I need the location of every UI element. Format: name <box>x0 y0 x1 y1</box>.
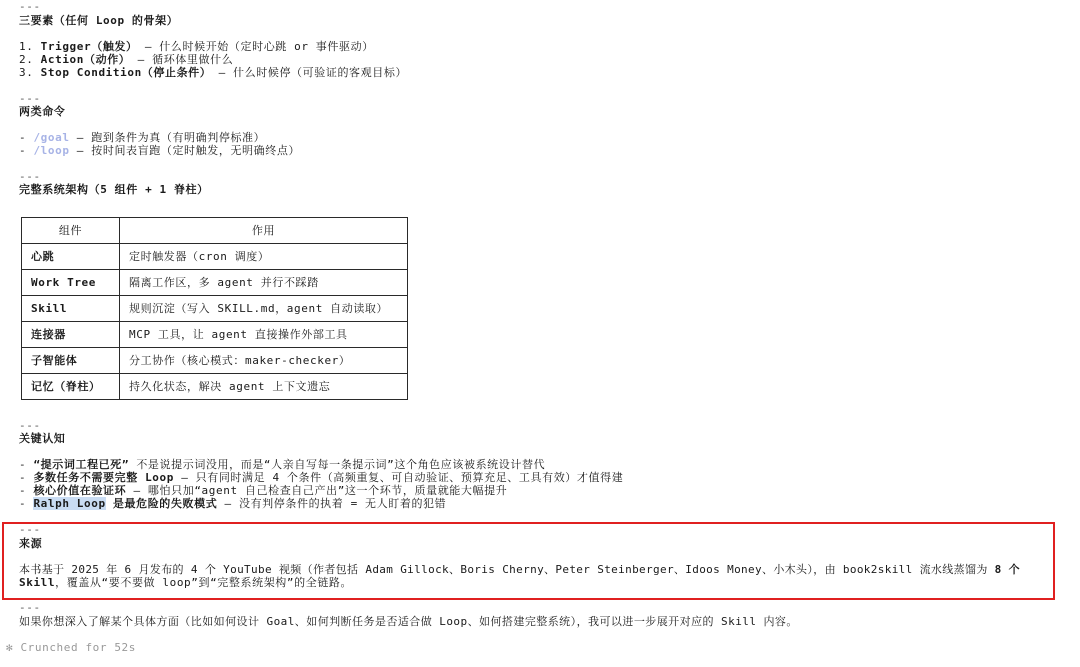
item-text: 不是说提示词没用，而是“人亲自写每一条提示词”这个角色应该被系统设计替代 <box>129 458 546 471</box>
item-prefix: - <box>19 484 34 497</box>
item-text: — 没有判停条件的执着 = 无人盯着的犯错 <box>217 497 447 510</box>
item-desc: — 什么时候开始（定时心跳 or 事件驱动） <box>137 40 374 53</box>
item-prefix: - <box>19 458 34 471</box>
section-heading-source: 来源 <box>19 537 43 550</box>
table-cell-component: 心跳 <box>22 244 120 270</box>
table-cell-component: 记忆（脊柱） <box>22 374 120 400</box>
closing-text: 如果你想深入了解某个具体方面（比如如何设计 Goal、如何判断任务是否适合做 Loop、如何搭建完整系统），我可以进一步展开对应的 Skill 内容。 <box>19 615 798 628</box>
table-row <box>22 348 408 374</box>
table-cell-role: MCP 工具，让 agent 直接操作外部工具 <box>120 322 408 348</box>
list-item <box>19 471 623 484</box>
source-text: 本书基于 2025 年 6 月发布的 4 个 YouTube 视频（作者包括 Adam Gillock、Boris Cherny、Peter Steinberger、Idoos Money、小木头），由 book2skill 流水线蒸馏为 <box>19 563 995 576</box>
list-item <box>19 497 446 510</box>
table-row <box>22 244 408 270</box>
status-line: ✻ Crunched for 52s <box>6 641 137 654</box>
item-desc: — 什么时候停（可验证的客观目标） <box>211 66 408 79</box>
item-text: — 哪怕只加“agent 自己检查自己产出”这一个环节，质量就能大幅提升 <box>126 484 508 497</box>
item-bold: “提示词工程已死” <box>33 458 130 471</box>
source-text-line2 <box>19 576 352 589</box>
item-prefix: - <box>19 144 34 157</box>
item-prefix: - <box>19 471 34 484</box>
section-heading-commands: 两类命令 <box>19 105 66 118</box>
table-cell-component: Work Tree <box>22 270 120 296</box>
item-prefix: - <box>19 131 34 144</box>
item-text: — 只有同时满足 4 个条件（高频重复、可自动验证、预算充足、工具有效）才值得建 <box>173 471 624 484</box>
source-text: ，覆盖从“要不要做 loop”到“完整系统架构”的全链路。 <box>55 576 353 589</box>
list-item <box>19 66 407 79</box>
separator: --- <box>19 92 41 105</box>
item-term: Stop Condition（停止条件） <box>40 66 212 79</box>
command-goal: /goal <box>33 131 70 144</box>
table-cell-component: 连接器 <box>22 322 120 348</box>
list-item <box>19 40 374 53</box>
item-bold: 核心价值在验证环 <box>33 484 127 497</box>
section-heading-insights: 关键认知 <box>19 432 66 445</box>
architecture-table <box>21 217 408 400</box>
table-cell-role: 隔离工作区，多 agent 并行不踩踏 <box>120 270 408 296</box>
table-header-cell: 组件 <box>22 218 120 244</box>
source-skill: Skill <box>19 576 56 589</box>
table-cell-component: 子智能体 <box>22 348 120 374</box>
item-number: 1. <box>19 40 41 53</box>
table-cell-role: 分工协作（核心模式：maker-checker） <box>120 348 408 374</box>
list-item <box>19 458 545 471</box>
highlighted-term: Ralph Loop <box>33 497 106 510</box>
source-count: 8 个 <box>994 563 1020 576</box>
table-cell-role: 持久化状态，解决 agent 上下文遗忘 <box>120 374 408 400</box>
separator: --- <box>19 419 41 432</box>
item-term: Action（动作） <box>40 53 131 66</box>
section-heading-architecture: 完整系统架构（5 组件 + 1 脊柱） <box>19 183 209 196</box>
item-prefix: - <box>19 497 34 510</box>
separator: --- <box>19 601 41 614</box>
table-cell-component: Skill <box>22 296 120 322</box>
table-row <box>22 322 408 348</box>
list-item <box>19 53 233 66</box>
table-header-cell: 作用 <box>120 218 408 244</box>
separator: --- <box>19 0 41 13</box>
item-desc: — 按时间表盲跑（定时触发，无明确终点） <box>69 144 301 157</box>
item-bold: 是最危险的失败模式 <box>105 497 218 510</box>
item-number: 3. <box>19 66 41 79</box>
source-text-line1 <box>19 563 1020 576</box>
list-item <box>19 144 300 157</box>
item-desc: — 跑到条件为真（有明确判停标准） <box>69 131 266 144</box>
list-item <box>19 484 507 497</box>
separator: --- <box>19 523 41 536</box>
table-cell-role: 规则沉淀（写入 SKILL.md，agent 自动读取） <box>120 296 408 322</box>
table-header-row <box>22 218 408 244</box>
list-item <box>19 131 265 144</box>
table-row <box>22 296 408 322</box>
command-loop: /loop <box>33 144 70 157</box>
item-desc: — 循环体里做什么 <box>130 53 234 66</box>
item-term: Trigger（触发） <box>40 40 138 53</box>
item-number: 2. <box>19 53 41 66</box>
item-bold: 多数任务不需要完整 Loop <box>33 471 174 484</box>
separator: --- <box>19 170 41 183</box>
table-row <box>22 270 408 296</box>
table-cell-role: 定时触发器（cron 调度） <box>120 244 408 270</box>
table-row <box>22 374 408 400</box>
section-heading-elements: 三要素（任何 Loop 的骨架） <box>19 14 179 27</box>
